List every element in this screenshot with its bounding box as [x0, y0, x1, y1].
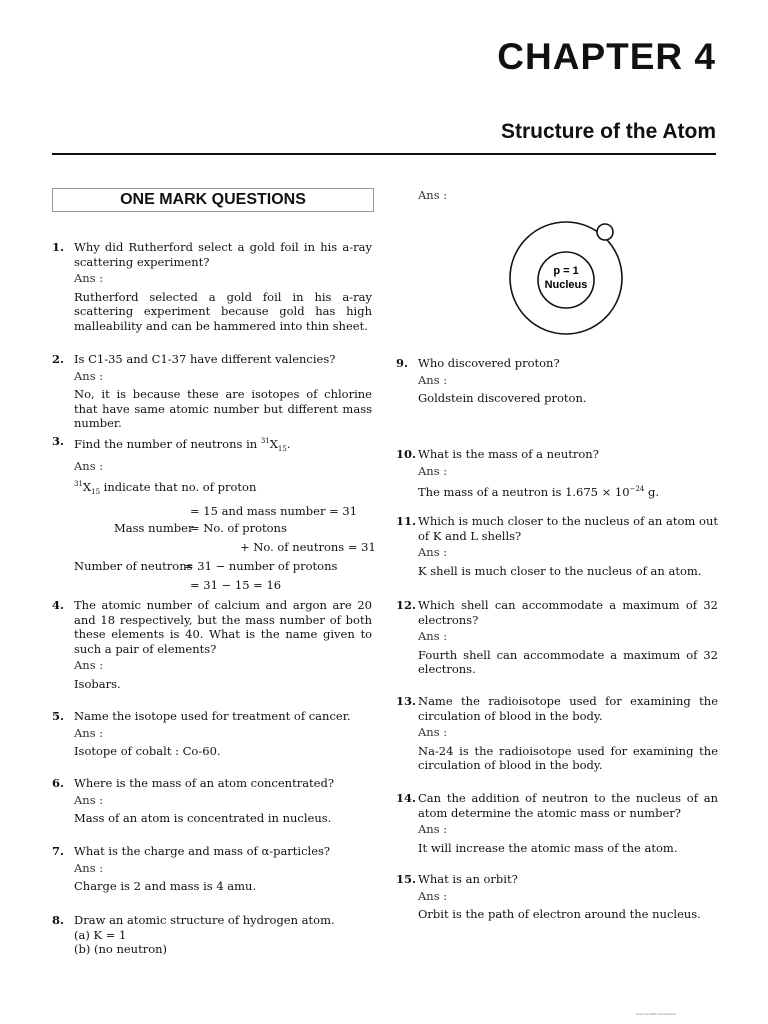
- equation-line: Mass number = No. of protons: [114, 520, 287, 535]
- question-text: Can the addition of neutron to the nucleus of an atom determine the atomic mass or number?: [418, 791, 718, 820]
- answer-text: Na-24 is the radioisotope used for examining the circulation of blood in the body.: [418, 743, 718, 772]
- question-3: [52, 434, 376, 595]
- answer-label: Ans :: [74, 658, 104, 672]
- question-number: 8.: [52, 913, 65, 927]
- answer-text: Orbit is the path of electron around the nucleus.: [418, 907, 701, 921]
- section-heading: ONE MARK QUESTIONS: [52, 188, 374, 212]
- question-number: 9.: [396, 356, 409, 370]
- right-column: [396, 188, 718, 948]
- option-a: (a) K = 1: [74, 927, 127, 942]
- question-2: [52, 352, 372, 431]
- question-number: 13.: [396, 694, 417, 708]
- header-rule: [52, 153, 716, 155]
- question-10: [396, 447, 718, 500]
- answer-text: Isobars.: [74, 676, 121, 691]
- answer-label: Ans :: [418, 188, 448, 202]
- question-7: [52, 844, 372, 894]
- equation-line: Number of neutrons = 31 − number of protons: [74, 558, 338, 573]
- chapter-heading: CHAPTER 4: [497, 36, 716, 77]
- question-text: Who discovered proton?: [418, 356, 560, 370]
- question-13: [396, 694, 718, 773]
- question-number: 1.: [52, 240, 65, 254]
- question-8: [52, 913, 372, 957]
- question-text: What is an orbit?: [418, 872, 518, 886]
- question-12: [396, 598, 718, 677]
- left-column: [52, 240, 376, 970]
- electron: [597, 224, 613, 240]
- answer-label: Ans :: [418, 725, 448, 739]
- question-text: What is the mass of a neutron?: [418, 447, 599, 461]
- answer-line: $^{31}X_{15}$ indicate that no. of proton: [74, 480, 257, 496]
- question-text: Which is much closer to the nucleus of an atom out of K and L shells?: [418, 514, 718, 543]
- nucleus-label: Nucleus: [544, 279, 588, 291]
- answer-label: Ans :: [418, 372, 448, 387]
- answer-text: No, it is because these are isotopes of chlorine that have same atomic number but different mass number.: [74, 387, 372, 430]
- chapter-title: Structure of the Atom: [500, 120, 716, 143]
- answer-label: Ans :: [418, 822, 448, 836]
- equation-line: + No. of neutrons = 31: [240, 539, 376, 554]
- question-number: 10.: [396, 447, 417, 461]
- question-number: 7.: [52, 844, 65, 858]
- answer-text: K shell is much closer to the nucleus of an atom.: [418, 563, 702, 578]
- question-11: [396, 514, 718, 578]
- hydrogen-atom-diagram: [506, 218, 626, 338]
- question-number: 3.: [52, 434, 65, 448]
- answer-text: It will increase the atomic mass of the atom.: [418, 840, 678, 855]
- answer-text: Mass of an atom is concentrated in nucleus.: [74, 811, 332, 825]
- question-4: [52, 598, 372, 691]
- answer-text: Fourth shell can accommodate a maximum of 32 electrons.: [418, 647, 718, 676]
- question-number: 2.: [52, 352, 65, 366]
- answer-text: The mass of a neutron is $1.675 \times 10^{-24}$ g.: [418, 485, 660, 499]
- question-number: 6.: [52, 776, 65, 790]
- question-number: 15.: [396, 872, 417, 886]
- question-number: 11.: [396, 514, 417, 528]
- answer-text: Rutherford selected a gold foil in his a-ray scattering experiment because gold has high malleability and can be hammered into thin sheet.: [74, 289, 372, 333]
- answer-label: Ans :: [74, 725, 104, 740]
- answer-label: Ans :: [418, 888, 448, 903]
- proton-label: p = 1: [553, 265, 579, 277]
- question-text: Name the isotope used for treatment of cancer.: [74, 709, 351, 723]
- question-text: Which shell can accommodate a maximum of 32 electrons?: [418, 598, 718, 627]
- answer-label: Ans :: [418, 545, 448, 559]
- question-text: Name the radioisotope used for examining the circulation of blood in the body.: [418, 694, 718, 723]
- answer-label: Ans :: [74, 368, 104, 383]
- option-b: (b) (no neutron): [74, 942, 168, 956]
- answer-label: Ans :: [74, 458, 104, 473]
- question-text: Why did Rutherford select a gold foil in his a-ray scattering experiment?: [74, 240, 372, 269]
- question-text: Find the number of neutrons in $^{31}X_{15}$.: [74, 437, 291, 453]
- scanner-watermark: Scanned with CamScanner: [636, 1012, 677, 1016]
- equation-line: = 31 − 15 = 16: [190, 577, 282, 592]
- question-number: 5.: [52, 709, 65, 723]
- question-text: Draw an atomic structure of hydrogen atom.: [74, 913, 335, 927]
- question-text: Is C1-35 and C1-37 have different valencies?: [74, 352, 336, 366]
- question-text: Where is the mass of an atom concentrated?: [74, 776, 335, 790]
- answer-text: Charge is 2 and mass is 4 amu.: [74, 879, 257, 893]
- question-text: What is the charge and mass of α-particles?: [74, 844, 331, 858]
- answer-label: Ans :: [74, 860, 104, 875]
- question-14: [396, 791, 718, 855]
- answer-label: Ans :: [74, 792, 104, 807]
- question-6: [52, 776, 372, 826]
- answer-label: Ans :: [418, 629, 448, 643]
- question-text: The atomic number of calcium and argon are 20 and 18 respectively, but the mass number of both these elements is 40. What is the name given to such a pair of elements?: [74, 598, 372, 656]
- answer-label: Ans :: [74, 271, 104, 285]
- question-15: [396, 872, 718, 922]
- question-number: 4.: [52, 598, 65, 612]
- question-1: [52, 240, 372, 333]
- answer-label: Ans :: [418, 463, 448, 478]
- question-number: 14.: [396, 791, 417, 805]
- question-9: [396, 356, 718, 406]
- answer-text: Isotope of cobalt : Co-60.: [74, 744, 221, 758]
- equation-line: = 15 and mass number = 31: [190, 503, 358, 518]
- question-5: [52, 709, 372, 759]
- answer-text: Goldstein discovered proton.: [418, 391, 587, 405]
- question-number: 12.: [396, 598, 417, 612]
